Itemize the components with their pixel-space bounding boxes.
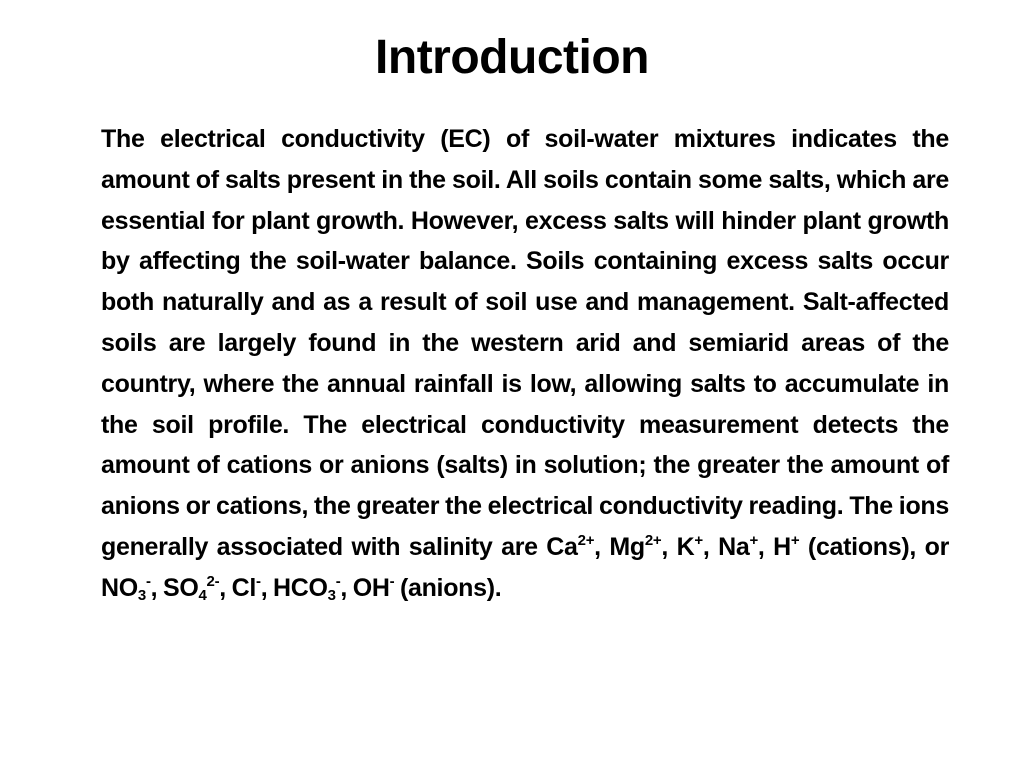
ion-chloride: Cl xyxy=(231,573,256,602)
ion-sodium-charge: + xyxy=(749,531,758,549)
ion-calcium-charge: 2+ xyxy=(577,531,595,549)
ion-sodium: Na xyxy=(718,532,750,561)
ion-hydroxide: OH xyxy=(352,573,390,602)
ion-potassium-charge: + xyxy=(694,531,703,549)
anions-label: (anions). xyxy=(399,573,502,602)
ion-magnesium: Mg xyxy=(609,532,645,561)
ion-potassium: K xyxy=(676,532,695,561)
ion-calcium: Ca xyxy=(546,532,578,561)
body-paragraph: The electrical conductivity (EC) of soil-water mixtures indicates the amount of salts present in the soil. All soils contain some salts, which are essential for plant growth. However, excess salts will hinder plant growth by affecting the soil-water balance. Soils containing excess salts occur both naturally and as a result of soil use and management. Salt-affected soils are largely found in the western arid and semiarid areas of the country, where the annual rainfall is low, allowing salts to accumulate in the soil profile. The electrical conductivity measurement detects the amount of cations or anions (salts) in solution; the greater the amount of anions or cations, the greater the electrical conductivity reading. The ions generally associated with salinity are $Ca^{2+}$, $Mg^{2+}$, K+, Na+, H+ (cations), or $NO_3^-$, $SO_4^{2-}$, Cl-, $HCO_3^-$, OH- (anions). xyxy=(101,125,950,604)
paragraph-main-text: The electrical conductivity (EC) of soil-water mixtures indicates the amount of salts present in the soil. All soils contain some salts, which are essential for plant growth. However, excess salts will hinder plant growth by affecting the soil-water balance. Soils containing excess salts occur both naturally and as a result of soil use and management. Salt-affected soils are largely found in the western arid and semiarid areas of the country, where the annual rainfall is low, allowing salts to accumulate in the soil profile. The electrical conductivity measurement detects the amount of cations or anions (salts) in solution; the greater the amount of anions or cations, the greater the electrical conductivity reading. The ions generally associated with salinity are xyxy=(101,125,949,561)
ion-hydrogen: H xyxy=(773,532,791,561)
ion-nitrate: NO xyxy=(101,573,138,602)
ion-hydroxide-charge: - xyxy=(389,572,395,590)
ion-chloride-charge: - xyxy=(255,572,261,590)
ion-nitrate-charge: - xyxy=(145,572,151,590)
ion-sulfate: SO xyxy=(162,573,199,602)
ion-bicarbonate-subscript: 3 xyxy=(327,586,336,604)
ion-bicarbonate-charge: - xyxy=(335,572,341,590)
ion-hydrogen-charge: + xyxy=(790,531,800,549)
ion-sulfate-subscript: 4 xyxy=(198,586,207,604)
ion-nitrate-subscript: 3 xyxy=(137,586,146,604)
slide-title: Introduction xyxy=(375,31,649,84)
ion-magnesium-charge: 2+ xyxy=(644,531,662,549)
cations-label: (cations), or xyxy=(807,532,950,561)
ion-sulfate-charge: 2- xyxy=(206,572,220,590)
ion-bicarbonate: HCO xyxy=(272,573,328,602)
